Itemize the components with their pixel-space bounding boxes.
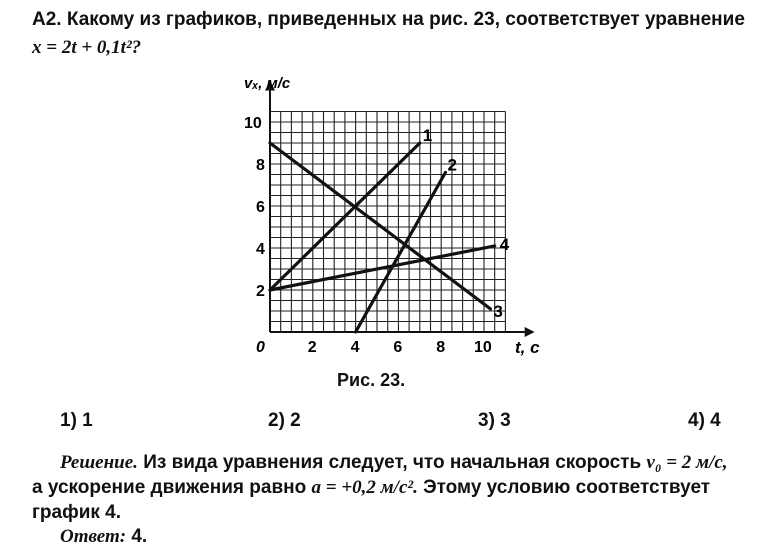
answer-line <box>60 526 147 548</box>
option-3: 3) 3 <box>478 410 511 431</box>
series-label-4: 4 <box>499 234 510 254</box>
velocity-chart <box>230 70 560 370</box>
y-tick-label: 2 <box>256 283 265 300</box>
series-label-1: 1 <box>422 126 433 145</box>
series-line-2 <box>356 172 446 332</box>
x-axis-label: t, с <box>515 338 540 357</box>
y-tick-label: 6 <box>256 199 265 216</box>
problem-label: А2. <box>32 9 62 30</box>
problem-statement <box>32 6 752 62</box>
chart-grid <box>270 112 505 333</box>
solution-text-4: график 4. <box>32 502 122 523</box>
solution-block <box>32 450 752 525</box>
answer-value: 4. <box>131 526 148 547</box>
x-tick-label: 10 <box>474 339 492 356</box>
y-axis-label: vₓ, м/с <box>244 75 291 92</box>
figure-caption: Рис. 23. <box>337 370 406 390</box>
solution-acceleration: a = +0,2 м/с². <box>311 477 418 498</box>
solution-lead: Решение. <box>60 452 138 473</box>
y-tick-label: 4 <box>256 241 265 258</box>
series-label-3: 3 <box>493 301 503 321</box>
x-axis-arrow <box>525 327 535 337</box>
x-tick-label: 0 <box>256 339 265 356</box>
option-1: 1) 1 <box>60 410 93 431</box>
problem-equation: x = 2t + 0,1t²? <box>32 37 142 58</box>
y-tick-label: 10 <box>244 115 262 132</box>
option-4: 4) 4 <box>688 410 721 431</box>
x-tick-label: 2 <box>307 339 317 356</box>
x-tick-label: 6 <box>393 339 403 356</box>
y-tick-label: 8 <box>256 157 265 174</box>
series-label-2: 2 <box>447 155 457 175</box>
solution-text-3: Этому условию соответствует <box>423 477 711 498</box>
x-tick-label: 4 <box>350 339 360 356</box>
problem-text: Какому из графиков, приведенных на рис. 23, соответствует уравнение <box>66 9 745 30</box>
option-2: 2) 2 <box>268 410 301 431</box>
solution-v0: v₀ = 2 м/с, <box>646 452 728 473</box>
solution-text-2: а ускорение движения равно <box>32 477 307 498</box>
x-tick-label: 8 <box>436 339 446 356</box>
answer-lead: Ответ: <box>60 526 127 547</box>
solution-text-1: Из вида уравнения следует, что начальная скорость <box>143 452 642 473</box>
